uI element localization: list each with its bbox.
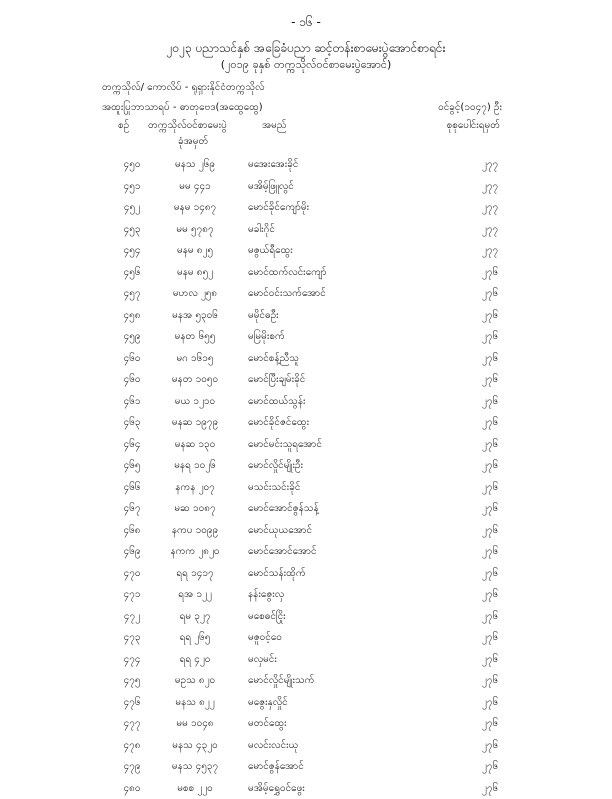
table-row	[0, 520, 612, 542]
row-roll-number: မနရ ၁၀၂၆	[160, 458, 230, 473]
row-marks: ၂၇၆	[470, 566, 510, 581]
row-roll-number: မနမ ၈၂၅	[160, 243, 230, 258]
row-name: မခါးဂိုင်	[248, 222, 275, 237]
row-name: မလှမင်း	[248, 652, 277, 667]
row-name: မောင်လှိုင်မျိုးသက်	[248, 673, 314, 688]
row-name: မအေးအေးခိုင်	[248, 157, 298, 172]
row-name: မလင်းလင်းယု	[248, 738, 298, 753]
table-row	[0, 498, 612, 520]
row-roll-number: မဟလ ၂၅၈	[160, 286, 230, 301]
row-name: မောင်ဝင်းသက်အောင်	[248, 286, 326, 301]
table-row	[0, 584, 612, 606]
table-row	[0, 176, 612, 198]
table-row	[0, 606, 612, 628]
row-serial: ၄၆၅	[117, 458, 147, 473]
row-marks: ၂၇၆	[470, 501, 510, 516]
row-marks: ၂၇၇	[470, 200, 510, 215]
row-marks: ၂၇၆	[470, 286, 510, 301]
table-row	[0, 649, 612, 671]
row-serial: ၄၇၄	[117, 652, 147, 667]
row-roll-number: ရရ ၄၂၀	[160, 652, 230, 667]
page-number: - ၁၆ -	[0, 14, 612, 32]
table-row	[0, 369, 612, 391]
row-marks: ၂၇၇	[470, 179, 510, 194]
document-subtitle: (၂၀၁၉ ခုနှစ် တက္ကသိုလ်ဝင်စာမေးပွဲအောင်)	[0, 58, 612, 74]
row-marks: ၂၇၇	[470, 243, 510, 258]
row-name: နန်းဇွေးလှ	[248, 587, 284, 602]
row-marks: ၂၇၆	[470, 394, 510, 409]
table-row	[0, 240, 612, 262]
row-serial: ၄၆၆	[117, 480, 147, 495]
table-row	[0, 455, 612, 477]
row-name: မောင်ယုယအောင်	[248, 523, 312, 538]
row-serial: ၄၈၀	[117, 781, 147, 796]
row-marks: ၂၇၆	[470, 329, 510, 344]
row-name: မဇွေးနှလှိုင်	[248, 695, 288, 710]
row-roll-number: နကပ ၁၀၉၉	[160, 523, 230, 538]
row-marks: ၂၇၆	[470, 738, 510, 753]
row-marks: ၂၇၆	[470, 652, 510, 667]
table-row	[0, 348, 612, 370]
column-header-roll-line2: ခုံအမှတ်	[178, 134, 208, 149]
row-serial: ၄၅၄	[117, 243, 147, 258]
table-row	[0, 412, 612, 434]
row-serial: ၄၆၉	[117, 544, 147, 559]
table-row	[0, 219, 612, 241]
table-row	[0, 541, 612, 563]
row-serial: ၄၇၂	[117, 609, 147, 624]
row-roll-number: မနသ ၄၃၂၀	[160, 738, 230, 753]
admitted-count: ဝင်ခွင့်(၁၀၄၇) ဦး	[438, 100, 502, 115]
row-marks: ၂၇၆	[470, 351, 510, 366]
table-row	[0, 197, 612, 219]
table-row	[0, 563, 612, 585]
row-serial: ၄၆၀	[117, 372, 147, 387]
row-marks: ၂၇၆	[470, 587, 510, 602]
table-row	[0, 434, 612, 456]
row-marks: ၂၇၆	[470, 265, 510, 280]
column-header-serial: စဉ်	[118, 118, 129, 133]
row-name: မောင်အောင်ဇွန်သန့်	[248, 501, 319, 516]
row-serial: ၄၅၁	[117, 179, 147, 194]
table-row	[0, 262, 612, 284]
row-name: မောင်ပြီးချမ်းခိုင်	[248, 372, 305, 387]
column-header-roll: တက္ကသိုလ်ဝင်စာမေးပွဲ	[148, 118, 227, 133]
row-marks: ၂၇၆	[470, 372, 510, 387]
row-serial: ၄၅၂	[117, 200, 147, 215]
row-name: မောင်စန့်ညီသူ	[248, 351, 299, 366]
row-serial: ၄၇၈	[117, 738, 147, 753]
table-row	[0, 756, 612, 778]
row-serial: ၄၇၁	[117, 587, 147, 602]
university-line: တက္ကသိုလ်/ ကောလိပ် - ရုရှားနိုင်ငံတက္ကသိုလ်	[102, 80, 264, 95]
table-row	[0, 283, 612, 305]
row-name: မောင်ခိုင်ကျော်မိုး	[248, 200, 309, 215]
table-row	[0, 692, 612, 714]
row-marks: ၂၇၆	[470, 716, 510, 731]
row-roll-number: မနသ ၂၆၉	[160, 157, 230, 172]
column-header-marks: စုစုပေါင်းရမှတ်	[447, 118, 500, 133]
row-serial: ၄၇၆	[117, 695, 147, 710]
row-roll-number: ရမ ၃၂၇	[160, 609, 230, 624]
row-roll-number: မဆ ၁၀၈၇	[160, 501, 230, 516]
row-serial: ၄၆၃	[117, 415, 147, 430]
row-roll-number: မနတ ၁၀၅၀	[160, 372, 230, 387]
row-roll-number: မဥသ ၈၂၀	[160, 673, 230, 688]
table-row	[0, 778, 612, 799]
document-title: ၂၀၂၃ ပညာသင်နှစ် အခြေခံပညာ ဆင့်တန်းစာမေးပွဲအောင်စာရင်း	[0, 40, 612, 58]
row-roll-number: မနဆ ၁၃၀	[160, 437, 230, 452]
row-serial: ၄၆၀	[117, 351, 147, 366]
row-marks: ၂၇၆	[470, 480, 510, 495]
row-marks: ၂၇၇	[470, 157, 510, 172]
row-roll-number: မနသ ၄၅၃၇	[160, 759, 230, 774]
table-row	[0, 713, 612, 735]
row-name: မတင်ထွေး	[248, 716, 287, 731]
column-header-name: အမည်	[262, 118, 287, 133]
row-serial: ၄၇၀	[117, 566, 147, 581]
row-name: မောင်မင်းသူရအောင်	[248, 437, 322, 452]
row-name: မောင်ထက်လင်းကျော်	[248, 265, 327, 280]
row-serial: ၄၅၃	[117, 222, 147, 237]
row-name: မောင်လှိုင်မျိုးဦး	[248, 458, 303, 473]
row-roll-number: ရရ ၂၆၅	[160, 630, 230, 645]
row-marks: ၂၇၆	[470, 759, 510, 774]
row-serial: ၄၅၀	[117, 157, 147, 172]
row-serial: ၄၅၈	[117, 308, 147, 323]
row-roll-number: မနတ ၆၅၅	[160, 329, 230, 344]
row-roll-number: နကက ၂၈၂၀	[160, 544, 230, 559]
row-name: မအိမ့်ဖြူလွင်	[248, 179, 294, 194]
row-serial: ၄၇၉	[117, 759, 147, 774]
row-marks: ၂၇၆	[470, 673, 510, 688]
row-name: မစေဓင်ငြိုး	[248, 609, 286, 624]
row-serial: ၄၆၁	[117, 394, 147, 409]
row-marks: ၂၇၆	[470, 415, 510, 430]
row-name: မဇူဝင့်ဝေ	[248, 630, 282, 645]
row-marks: ၂၇၆	[470, 695, 510, 710]
row-serial: ၄၇၅	[117, 673, 147, 688]
row-serial: ၄၆၈	[117, 523, 147, 538]
row-serial: ၄၅၆	[117, 265, 147, 280]
row-roll-number: မမ ၄၄၁	[160, 179, 230, 194]
row-roll-number: မမ ၁၀၄၈	[160, 716, 230, 731]
table-row	[0, 391, 612, 413]
row-serial: ၄၇၃	[117, 630, 147, 645]
row-roll-number: မယ ၁၂၁၀	[160, 394, 230, 409]
row-name: မအိမ့်ရွှေဝင်ဖွေး	[248, 781, 305, 796]
row-marks: ၂၇၆	[470, 544, 510, 559]
table-row	[0, 154, 612, 176]
row-name: မောင်အောင်အောင်	[248, 544, 317, 559]
row-name: မောင်ထယ်သွန်း	[248, 394, 306, 409]
row-roll-number: မနဆ ၁၉၇၉	[160, 415, 230, 430]
row-serial: ၄၆၇	[117, 501, 147, 516]
row-name: မသင်းသင်းခိုင်	[248, 480, 300, 495]
row-roll-number: မနသ ၈၂၂	[160, 695, 230, 710]
row-roll-number: နကန ၂၀၇	[160, 480, 230, 495]
table-row	[0, 305, 612, 327]
major-subject-line: အထူးပြုဘာသာရပ် - ဓာတုဗေဒ(အထွေထွေ)	[102, 100, 263, 115]
row-roll-number: မနမ ၈၅၂	[160, 265, 230, 280]
results-table	[0, 154, 612, 799]
row-roll-number: မနအ ၅၃၀၆	[160, 308, 230, 323]
table-row	[0, 477, 612, 499]
row-roll-number: မနမ ၁၄၈၇	[160, 200, 230, 215]
row-marks: ၂၇၆	[470, 308, 510, 323]
row-name: မမြမိုးစက်	[248, 329, 285, 344]
table-row	[0, 326, 612, 348]
row-name: မောင်သန်းထိုက်	[248, 566, 306, 581]
row-roll-number: မမ ၅၇၈၇	[160, 222, 230, 237]
row-roll-number: ရရ ၁၄၁၇	[160, 566, 230, 581]
row-serial: ၄၇၇	[117, 716, 147, 731]
row-name: မဇွယ်ရီထွေး	[248, 243, 293, 258]
row-marks: ၂၇၆	[470, 630, 510, 645]
row-name: မမိုင်ဓဦး	[248, 308, 279, 323]
row-serial: ၄၆၄	[117, 437, 147, 452]
row-roll-number: မစစ ၂၂၀	[160, 781, 230, 796]
table-row	[0, 670, 612, 692]
table-row	[0, 735, 612, 757]
row-roll-number: မဂ ၁၆၁၅	[160, 351, 230, 366]
row-marks: ၂၇၆	[470, 781, 510, 796]
row-marks: ၂၇၆	[470, 523, 510, 538]
row-marks: ၂၇၆	[470, 609, 510, 624]
row-serial: ၄၅၇	[117, 286, 147, 301]
table-row	[0, 627, 612, 649]
row-marks: ၂၇၆	[470, 458, 510, 473]
row-roll-number: ရအ ၁၂၂	[160, 587, 230, 602]
row-name: မောင်ဇွန်အောင်	[248, 759, 304, 774]
row-marks: ၂၇၆	[470, 437, 510, 452]
row-marks: ၂၇၇	[470, 222, 510, 237]
row-serial: ၄၅၉	[117, 329, 147, 344]
row-name: မောင်ခိုင်ဇင်ထွေး	[248, 415, 309, 430]
